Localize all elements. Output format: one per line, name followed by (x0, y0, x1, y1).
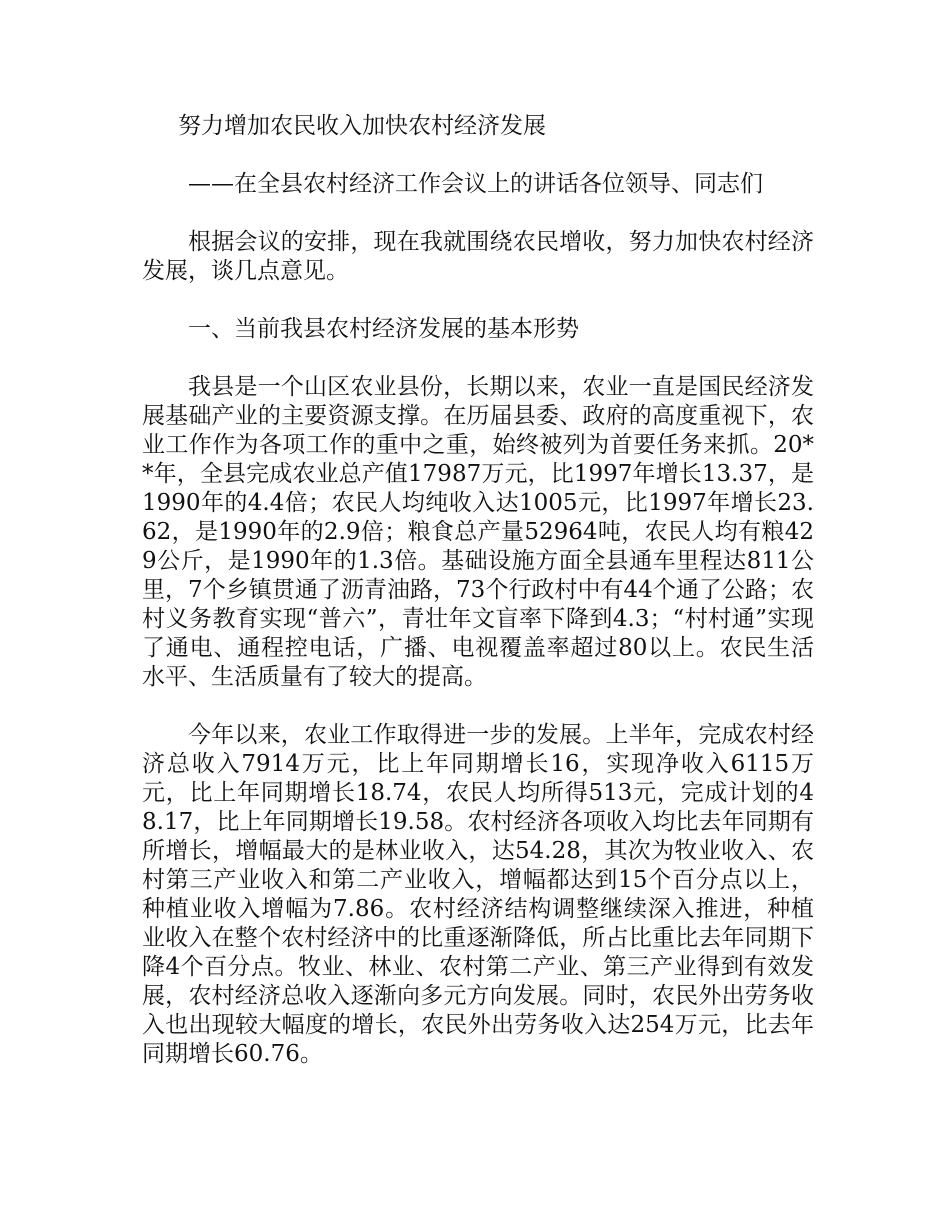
section-heading: 一、当前我县农村经济发展的基本形势 (188, 316, 579, 342)
document-title: 努力增加农民收入加快农村经济发展 (178, 113, 546, 139)
intro-paragraph: 根据会议的安排，现在我就围绕农民增收，努力加快农村经济发展，谈几点意见。 (142, 229, 814, 284)
body-paragraph-2: 今年以来，农业工作取得进一步的发展。上半年，完成农村经济总收入7914万元，比上年同期增长16，实现净收入6115万元，比上年同期增长18.74，农民人均所得513元，完成计划的48.17，比上年同期增长19.58。农村经济各项收入均比去年同期有所增长，增幅最大的是林业收入，达54.28，其次为牧业收入、农村第三产业收入和第二产业收入，增幅都达到15个百分点以上，种植业收入增幅为7.86。农村经济结构调整继续深入推进，种植业收入在整个农村经济中的比重逐渐降低，所占比重比去年同期下降4个百分点。牧业、林业、农村第二产业、第三产业得到有效发展，农村经济总收入逐渐向多元方向发展。同时，农民外出劳务收入也出现较大幅度的增长，农民外出劳务收入达254万元，比去年同期增长60.76。 (142, 722, 814, 1067)
document-subtitle: ——在全县农村经济工作会议上的讲话各位领导、同志们 (188, 171, 763, 197)
document-body (142, 112, 814, 1069)
body-paragraph-1: 我县是一个山区农业县份，长期以来，农业一直是国民经济发展基础产业的主要资源支撑。在历届县委、政府的高度重视下，农业工作作为各项工作的重中之重，始终被列为首要任务来抓。20**年，全县完成农业总产值17987万元，比1997年增长13.37，是1990年的4.4倍；农民人均纯收入达1005元，比1997年增长23.62，是1990年的2.9倍；粮食总产量52964吨，农民人均有粮429公斤，是1990年的1.3倍。基础设施方面全县通车里程达811公里，7个乡镇贯通了沥青油路，73个行政村中有44个通了公路；农村义务教育实现“普六”，青壮年文盲率下降到4.3；“村村通”实现了通电、通程控电话，广播、电视覆盖率超过80以上。农民生活水平、生活质量有了较大的提高。 (142, 374, 814, 690)
